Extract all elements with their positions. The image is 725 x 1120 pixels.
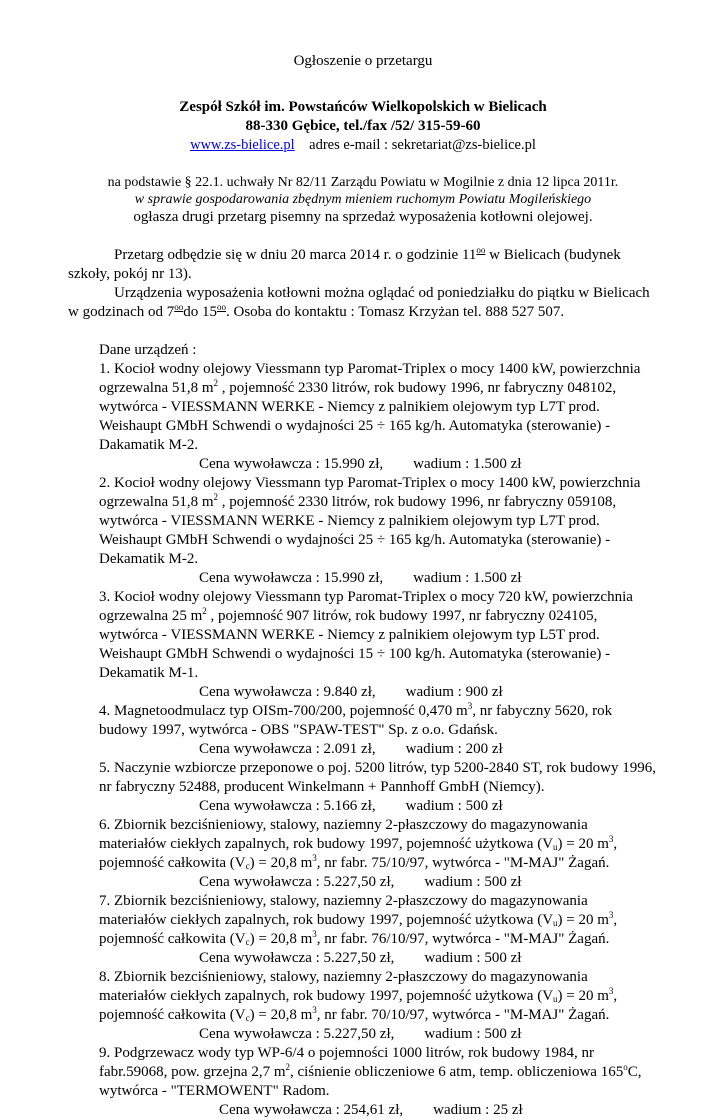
unit-sup: 2 <box>202 606 207 616</box>
item-text: 3. Kocioł wodny olejowy Viessmann typ Paromat-Triplex o mocy 720 kW, powierzchnia ogrzewalna 25 m <box>99 589 633 624</box>
deposit: wadium : 200 zł <box>405 741 503 757</box>
item-text: , pojemność całkowita (V <box>99 988 618 1023</box>
symbol-sub: u <box>553 994 558 1004</box>
price-line <box>99 797 658 816</box>
symbol-sub: c <box>245 937 250 947</box>
item-text: , pojemność 2330 litrów, rok budowy 1996, nr fabryczny 048102, wytwórca - VIESSMANN WERKE - Niemcy z palnikiem olejowym typ L7T prod. Weishaupt GMbH Schwendi o wydajności 25 ÷ 165 kg/h. Automatyka (sterowanie) - Dakamatik M-2. <box>99 380 617 453</box>
website-link[interactable]: www.zs-bielice.pl <box>190 137 295 153</box>
list-item <box>99 968 658 1025</box>
deposit: wadium : 500 zł <box>424 874 522 890</box>
item-text: ) = 20 m <box>557 836 609 852</box>
list-item <box>99 816 658 873</box>
starting-price: Cena wywoławcza : 5.227,50 zł, <box>199 950 395 966</box>
basis-line-2: w sprawie gospodarowania zbędnym mieniem ruchomym Powiatu Mogileńskiego <box>134 192 592 207</box>
basis-line-1: na podstawie § 22.1. uchwały Nr 82/11 Zarządu Powiatu w Mogilnie z dnia 12 lipca 2011r. <box>107 175 619 190</box>
item-text: , nr fabr. 76/10/97, wytwórca - "M-MAJ" Żagań. <box>316 931 610 947</box>
unit-sup: 3 <box>312 1005 317 1015</box>
announcement-line: ogłasza drugi przetarg pisemny na sprzedaż wyposażenia kotłowni olejowej. <box>133 209 593 225</box>
starting-price: Cena wywoławcza : 15.990 zł, <box>199 570 384 586</box>
price-line <box>99 1101 658 1120</box>
item-text: , pojemność całkowita (V <box>99 836 618 871</box>
item-text: , pojemność całkowita (V <box>99 912 618 947</box>
item-text: ) = 20,8 m <box>249 1007 313 1023</box>
items-heading: Dane urządzeń : <box>99 342 197 358</box>
unit-sup: 2 <box>213 378 219 388</box>
symbol-sub: u <box>553 918 558 928</box>
item-text: 9. Podgrzewacz wody typ WP-6/4 o pojemności 1000 litrów, rok budowy 1984, nr fabr.59068, pow. grzejna 2,7 m <box>99 1045 594 1080</box>
starting-price: Cena wywoławcza : 5.227,50 zł, <box>199 874 395 890</box>
contact-line <box>68 136 658 155</box>
item-text: , pojemność 2330 litrów, rok budowy 1996, nr fabryczny 059108, wytwórca - VIESSMANN WERKE - Niemcy z palnikiem olejowym typ L7T prod. Weishaupt GMbH Schwendi o wydajności 25 ÷ 165 kg/h. Automatyka (sterowanie) - Dekamatik M-2. <box>99 494 617 567</box>
viewing-end-sup: oo <box>216 302 226 312</box>
list-item: 5. Naczynie wzbiorcze przeponowe o poj. 5200 litrów, typ 5200-2840 ST, rok budowy 1996, nr fabryczny 52488, producent Winkelmann + Pannhoff GmbH (Niemcy). <box>99 760 656 795</box>
item-text: , nr fabr. 75/10/97, wytwórca - "M-MAJ" Żagań. <box>316 855 610 871</box>
symbol-sub: c <box>245 1013 250 1023</box>
school-address: 88-330 Gębice, tel./fax /52/ 315-59-60 <box>245 118 481 134</box>
unit-sup: 3 <box>312 853 317 863</box>
contact-person-text: . Osoba do kontaktu : Tomasz Krzyżan tel. 888 527 507. <box>225 304 565 320</box>
deposit: wadium : 500 zł <box>424 1026 522 1042</box>
starting-price: Cena wywoławcza : 5.227,50 zł, <box>199 1026 395 1042</box>
school-name: Zespół Szkół im. Powstańców Wielkopolskich w Bielicach <box>179 99 547 115</box>
tender-date-text: Przetarg odbędzie się w dniu 20 marca 2014 r. o godzinie 11 <box>114 247 477 263</box>
viewing-start-sup: oo <box>174 302 184 312</box>
item-text: 2. Kocioł wodny olejowy Viessmann typ Paromat-Triplex o mocy 1400 kW, powierzchnia ogrzewalna 51,8 m <box>99 475 641 510</box>
list-item <box>99 474 658 569</box>
deposit: wadium : 900 zł <box>405 684 503 700</box>
item-text: , ciśnienie obliczeniowe 6 atm, temp. obliczeniowa 165 <box>289 1064 624 1080</box>
deposit: wadium : 1.500 zł <box>413 456 522 472</box>
deposit: wadium : 1.500 zł <box>413 570 522 586</box>
symbol-sub: u <box>553 842 558 852</box>
item-text: 4. Magnetoodmulacz typ OISm-700/200, pojemność 0,470 m <box>99 703 468 719</box>
unit-sup: 3 <box>608 910 614 920</box>
deposit: wadium : 500 zł <box>424 950 522 966</box>
item-text: 6. Zbiornik bezciśnieniowy, stalowy, naziemny 2-płaszczowy do magazynowania materiałów ciekłych zapalnych, rok budowy 1997, pojemność użytkowa (V <box>99 817 588 852</box>
starting-price: Cena wywoławcza : 5.166 zł, <box>199 798 376 814</box>
starting-price: Cena wywoławcza : 254,61 zł, <box>219 1102 404 1118</box>
email-label: adres e-mail : sekretariat@zs-bielice.pl <box>309 137 536 153</box>
item-text: ) = 20 m <box>557 988 609 1004</box>
deposit: wadium : 500 zł <box>405 798 503 814</box>
item-text: ) = 20 m <box>557 912 609 928</box>
price-line <box>99 569 658 588</box>
unit-sup: 2 <box>285 1062 290 1072</box>
deposit: wadium : 25 zł <box>433 1102 523 1118</box>
item-text: ) = 20,8 m <box>249 931 313 947</box>
list-item <box>99 360 658 455</box>
symbol-sub: c <box>245 861 250 871</box>
item-text: 7. Zbiornik bezciśnieniowy, stalowy, naziemny 2-płaszczowy do magazynowania materiałów ciekłych zapalnych, rok budowy 1997, pojemność użytkowa (V <box>99 893 588 928</box>
document-page <box>68 52 658 1120</box>
price-line <box>99 873 658 892</box>
degree-sup: o <box>623 1062 628 1072</box>
item-text: 8. Zbiornik bezciśnieniowy, stalowy, naziemny 2-płaszczowy do magazynowania materiałów ciekłych zapalnych, rok budowy 1997, pojemność użytkowa (V <box>99 969 588 1004</box>
item-text: , pojemność 907 litrów, rok budowy 1997, nr fabryczny 024105, wytwórca - VIESSMANN WERKE - Niemcy z palnikiem olejowym typ L5T prod. Weishaupt GMbH Schwendi o wydajności 15 ÷ 100 kg/h. Automatyka (sterowanie) - Dekamatik M-1. <box>99 608 611 681</box>
item-text: C, wytwórca - "TERMOWENT" Radom. <box>99 1064 642 1099</box>
page-title: Ogłoszenie o przetargu <box>293 53 433 69</box>
unit-sup: 3 <box>312 929 317 939</box>
price-line <box>99 683 658 702</box>
price-line <box>99 949 658 968</box>
price-line <box>99 455 658 474</box>
tender-place-text: w Bielicach (budynek szkoły, pokój nr 13). <box>68 247 621 282</box>
starting-price: Cena wywoławcza : 9.840 zł, <box>199 684 376 700</box>
item-text: ) = 20,8 m <box>249 855 313 871</box>
list-item <box>99 1044 658 1101</box>
item-text: 1. Kocioł wodny olejowy Viessmann typ Paromat-Triplex o mocy 1400 kW, powierzchnia ogrzewalna 51,8 m <box>99 361 641 396</box>
list-item <box>99 702 658 740</box>
price-line <box>99 740 658 759</box>
unit-sup: 3 <box>467 701 473 711</box>
viewing-text: Urządzenia wyposażenia kotłowni można oglądać od poniedziałku do piątku w Bielicach w godzinach od 7 <box>68 285 650 320</box>
unit-sup: 2 <box>213 492 219 502</box>
items-list <box>68 341 658 1120</box>
item-text: , nr fabyczny 5620, rok budowy 1997, wytwórca - OBS "SPAW-TEST" Sp. z o.o. Gdańsk. <box>99 703 613 738</box>
tender-hour-sup: oo <box>476 245 486 255</box>
legal-basis <box>68 174 658 227</box>
list-item <box>99 892 658 949</box>
unit-sup: 3 <box>608 834 614 844</box>
item-text: , nr fabr. 70/10/97, wytwórca - "M-MAJ" Żagań. <box>316 1007 610 1023</box>
unit-sup: 3 <box>608 986 614 996</box>
list-item <box>99 588 658 683</box>
starting-price: Cena wywoławcza : 2.091 zł, <box>199 741 376 757</box>
starting-price: Cena wywoławcza : 15.990 zł, <box>199 456 384 472</box>
viewing-to-text: do 15 <box>183 304 217 320</box>
tender-date-paragraph <box>68 246 658 284</box>
viewing-paragraph <box>68 284 658 322</box>
price-line <box>99 1025 658 1044</box>
